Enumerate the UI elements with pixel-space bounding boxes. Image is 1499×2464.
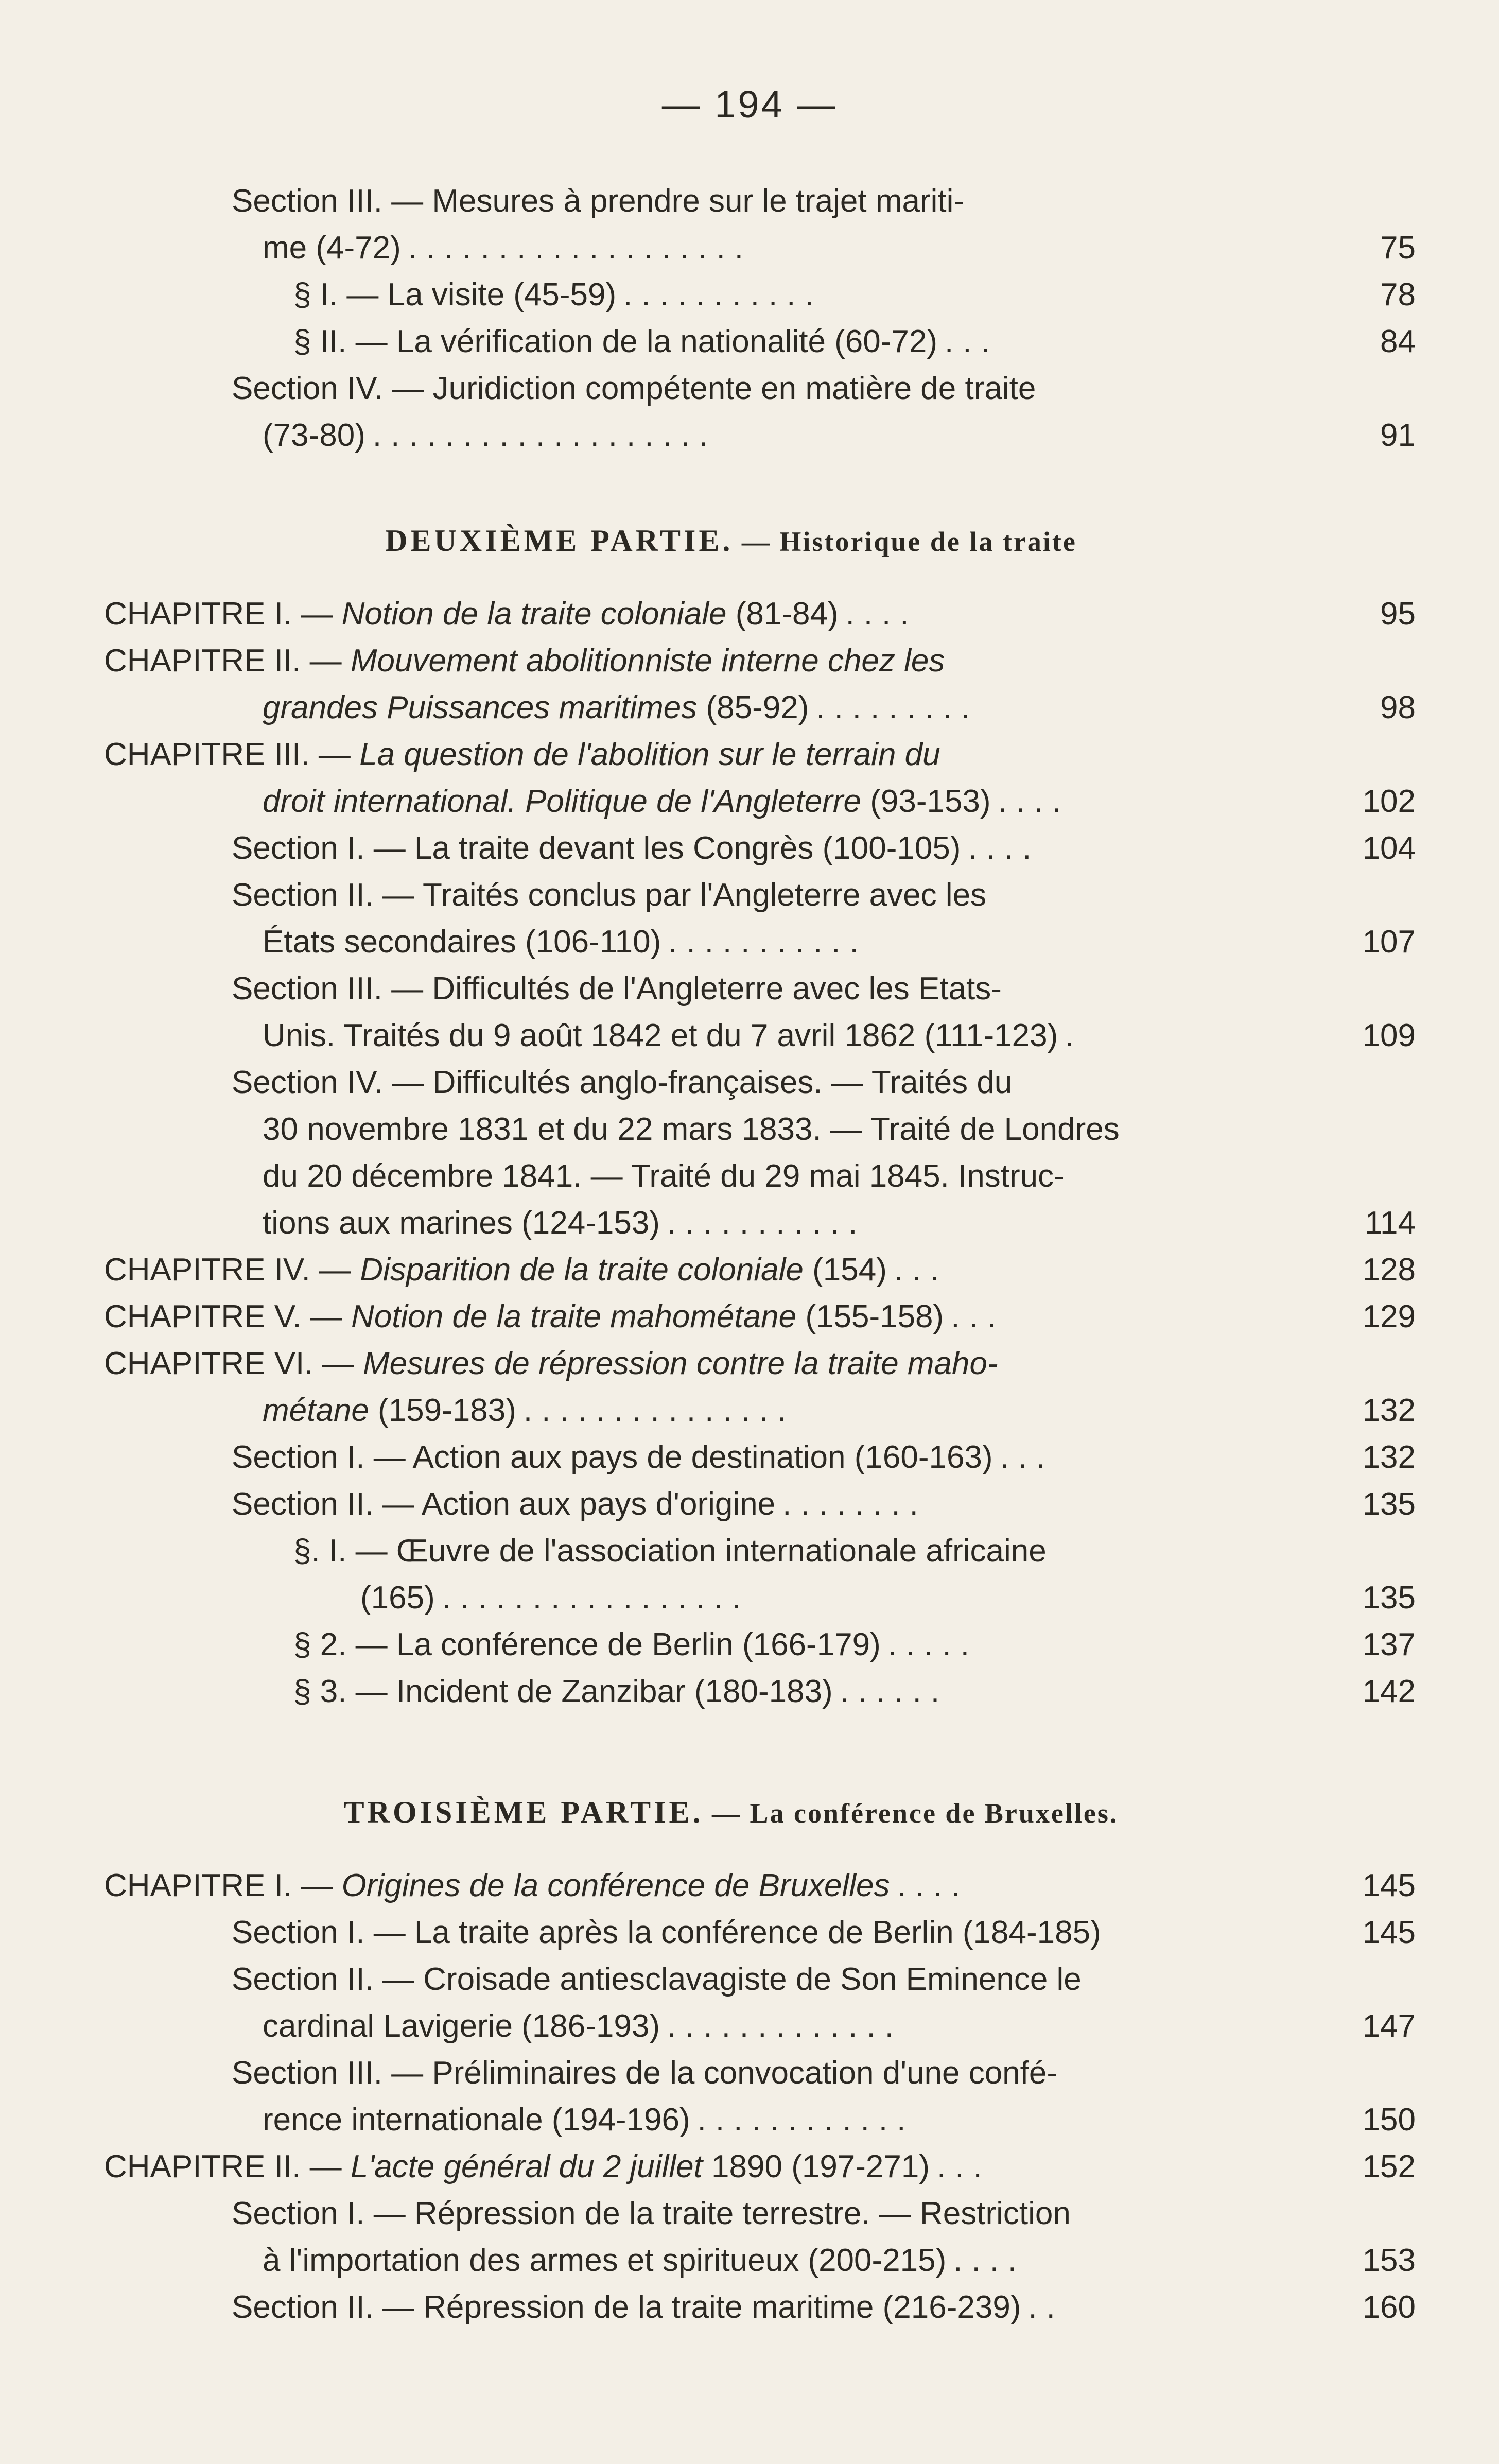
toc-entry bbox=[77, 965, 1416, 1059]
chapter-label: CHAPITRE I. — bbox=[104, 1868, 342, 1903]
toc-entry-line: Section I. — La traite après la conférence de Berlin (184-185) bbox=[232, 1915, 1101, 1950]
entry-range: 1890 (197-271) bbox=[702, 2149, 930, 2184]
toc-entry-line: Section III. — Mesures à prendre sur le trajet mariti- bbox=[232, 183, 965, 219]
part-subtitle: Historique de la traite bbox=[779, 526, 1077, 557]
chapter-label: CHAPITRE III. — bbox=[104, 737, 360, 772]
page-reference: 114 bbox=[1365, 1205, 1416, 1241]
toc-entry-line: États secondaires (106-110) ........... bbox=[263, 924, 868, 960]
page-reference: 104 bbox=[1362, 830, 1416, 866]
toc-entry-line bbox=[77, 1246, 1416, 1293]
page-reference: 109 bbox=[1362, 1018, 1416, 1053]
toc-entry-line: Section IV. — Difficultés anglo-françaises. — Traités du bbox=[232, 1065, 1013, 1100]
toc-entry bbox=[77, 1909, 1416, 1956]
toc-entry bbox=[77, 1862, 1416, 1909]
toc-entry bbox=[77, 825, 1416, 872]
toc-entry bbox=[77, 1246, 1416, 1293]
page-reference: 98 bbox=[1380, 690, 1416, 725]
toc-entry-line bbox=[77, 1340, 1416, 1387]
leader-dots: ........... bbox=[623, 277, 823, 313]
toc-entry bbox=[77, 1528, 1416, 1621]
page-reference: 129 bbox=[1362, 1299, 1416, 1334]
leader-dots: ............. bbox=[667, 2008, 903, 2044]
leader-dots: .... bbox=[953, 2243, 1026, 2278]
page-reference: 91 bbox=[1380, 418, 1416, 453]
entry-range: (154) bbox=[803, 1252, 887, 1288]
toc-entry bbox=[77, 731, 1416, 825]
entry-range: (93-153) bbox=[861, 784, 991, 819]
toc-entry bbox=[77, 178, 1416, 271]
toc-entry bbox=[77, 637, 1416, 731]
leader-dots: ... bbox=[894, 1252, 949, 1288]
leader-dots: ................. bbox=[442, 1580, 751, 1616]
leader-dots: ........... bbox=[667, 1205, 867, 1241]
page-reference: 145 bbox=[1362, 1915, 1416, 1950]
toc-entry bbox=[77, 1340, 1416, 1434]
page-reference: 132 bbox=[1362, 1439, 1416, 1475]
toc-entry-line bbox=[77, 637, 1416, 684]
leader-dots: ........... bbox=[668, 924, 868, 960]
page-reference: 128 bbox=[1362, 1252, 1416, 1288]
leader-dots: ... bbox=[945, 324, 999, 359]
toc-entry-line: tions aux marines (124-153) ........... bbox=[263, 1205, 867, 1241]
toc-entry-line: § II. — La vérification de la nationalité (60-72) ... bbox=[293, 324, 999, 359]
toc-entry bbox=[77, 1621, 1416, 1668]
part-dash: — bbox=[703, 1798, 750, 1829]
page-reference: 75 bbox=[1380, 230, 1416, 266]
toc-entry-line: rence internationale (194-196) ............ bbox=[263, 2102, 915, 2138]
toc-entry bbox=[77, 2050, 1416, 2143]
toc-entry-line bbox=[77, 1862, 1416, 1909]
toc-entry-line: Section II. — Action aux pays d'origine ........ bbox=[232, 1486, 928, 1522]
page-reference: 107 bbox=[1362, 924, 1416, 960]
toc-entry-line: me (4-72) ................... bbox=[263, 230, 753, 266]
chapter-label: CHAPITRE II. — bbox=[104, 643, 351, 679]
toc-entry-line: §. I. — Œuvre de l'association internationale africaine bbox=[293, 1533, 1047, 1569]
toc-entry-line: du 20 décembre 1841. — Traité du 29 mai 1845. Instruc- bbox=[263, 1158, 1065, 1194]
toc-entry bbox=[77, 1481, 1416, 1528]
chapter-title: Notion de la traite mahométane bbox=[351, 1299, 797, 1334]
toc-entry bbox=[77, 318, 1416, 365]
toc-entry-line bbox=[77, 731, 1416, 778]
toc-entry-line: Section IV. — Juridiction compétente en matière de traite bbox=[232, 371, 1036, 406]
chapter-title: L'acte général du 2 juillet bbox=[350, 2149, 703, 2184]
toc-entry-line: 30 novembre 1831 et du 22 mars 1833. — Traité de Londres bbox=[263, 1112, 1120, 1147]
leader-dots: ... bbox=[1000, 1439, 1055, 1475]
toc-entry-line bbox=[77, 684, 1416, 731]
page-reference: 142 bbox=[1362, 1674, 1416, 1709]
chapter-label: CHAPITRE I. — bbox=[104, 596, 342, 632]
page-reference: 150 bbox=[1362, 2102, 1416, 2138]
chapter-title: La question de l'abolition sur le terrain du bbox=[359, 737, 940, 772]
leader-dots: ............ bbox=[697, 2102, 915, 2138]
leader-dots: ................... bbox=[372, 418, 718, 453]
chapter-title: Origines de la conférence de Bruxelles bbox=[341, 1868, 890, 1903]
toc-entry-line: § I. — La visite (45-59) ........... bbox=[293, 277, 823, 313]
page-number: — 194 — bbox=[661, 83, 838, 126]
toc-entry-line: § 3. — Incident de Zanzibar (180-183) ...... bbox=[293, 1674, 949, 1709]
page-reference: 147 bbox=[1362, 2008, 1416, 2044]
toc-entry bbox=[77, 2143, 1416, 2190]
leader-dots: .... bbox=[845, 596, 918, 632]
chapter-title: Mouvement abolitionniste interne chez les bbox=[350, 643, 945, 679]
toc-entry-line bbox=[77, 2143, 1416, 2190]
toc-entry-line bbox=[77, 1387, 1416, 1434]
page-reference: 145 bbox=[1362, 1868, 1416, 1903]
toc-section-top bbox=[77, 178, 1416, 459]
toc-entry-line: Section II. — Répression de la traite maritime (216-239) .. bbox=[232, 2289, 1065, 2325]
page-reference: 137 bbox=[1362, 1627, 1416, 1662]
toc-entry bbox=[77, 591, 1416, 637]
toc-entry-line: Section III. — Préliminaires de la convocation d'une confé- bbox=[232, 2055, 1058, 2091]
page-reference: 152 bbox=[1362, 2149, 1416, 2184]
leader-dots: ..... bbox=[887, 1627, 979, 1662]
toc-entry-line: Section II. — Croisade antiesclavagiste de Son Eminence le bbox=[232, 1962, 1082, 1997]
toc-entry-line bbox=[77, 778, 1416, 825]
page-reference: 95 bbox=[1380, 596, 1416, 632]
chapter-title: métane bbox=[263, 1393, 369, 1428]
chapter-title: grandes Puissances maritimes bbox=[263, 690, 698, 725]
toc-entry-line: § 2. — La conférence de Berlin (166-179) ..... bbox=[293, 1627, 979, 1662]
toc-entry bbox=[77, 271, 1416, 318]
page-reference: 135 bbox=[1362, 1486, 1416, 1522]
leader-dots: .... bbox=[968, 830, 1041, 866]
page-reference: 153 bbox=[1362, 2243, 1416, 2278]
toc-entry-line: Section I. — La traite devant les Congrès (100-105) .... bbox=[232, 830, 1041, 866]
leader-dots: ... bbox=[951, 1299, 1005, 1334]
page-reference: 78 bbox=[1380, 277, 1416, 313]
chapter-title: Disparition de la traite coloniale bbox=[360, 1252, 804, 1288]
entry-range: (81-84) bbox=[726, 596, 839, 632]
toc-entry-line: à l'importation des armes et spiritueux (200-215) .... bbox=[263, 2243, 1026, 2278]
toc-entry bbox=[77, 1668, 1416, 1715]
toc-entry bbox=[77, 365, 1416, 459]
leader-dots: ............... bbox=[523, 1393, 796, 1428]
page-reference: 135 bbox=[1362, 1580, 1416, 1616]
toc-section-middle bbox=[77, 591, 1416, 1715]
part-dash: — bbox=[733, 526, 780, 557]
page-reference: 132 bbox=[1362, 1393, 1416, 1428]
leader-dots: .. bbox=[1028, 2289, 1065, 2325]
toc-entry bbox=[77, 1956, 1416, 2050]
toc-entry-line bbox=[77, 591, 1416, 637]
toc-section-bottom bbox=[77, 1862, 1416, 2331]
chapter-label: CHAPITRE II. — bbox=[104, 2149, 351, 2184]
toc-entry-line: Unis. Traités du 9 août 1842 et du 7 avril 1862 (111-123) . bbox=[263, 1018, 1084, 1053]
chapter-label: CHAPITRE VI. — bbox=[104, 1346, 363, 1381]
toc-entry bbox=[77, 2284, 1416, 2331]
page-reference: 160 bbox=[1362, 2289, 1416, 2325]
table-of-contents bbox=[77, 178, 1416, 2331]
toc-entry-line: cardinal Lavigerie (186-193) ............. bbox=[263, 2008, 903, 2044]
toc-entry-line bbox=[77, 1293, 1416, 1340]
toc-entry-line: Section I. — Répression de la traite terrestre. — Restriction bbox=[232, 2196, 1071, 2231]
toc-entry-line: (165) ................. bbox=[360, 1580, 751, 1616]
leader-dots: ... bbox=[937, 2149, 991, 2184]
toc-entry bbox=[77, 872, 1416, 965]
chapter-title: Notion de la traite coloniale bbox=[341, 596, 727, 632]
toc-entry bbox=[77, 2190, 1416, 2284]
leader-dots: ................... bbox=[408, 230, 753, 266]
leader-dots: ...... bbox=[840, 1674, 949, 1709]
toc-entry-line: (73-80) ................... bbox=[263, 418, 718, 453]
toc-entry bbox=[77, 1434, 1416, 1481]
chapter-label: CHAPITRE V. — bbox=[104, 1299, 352, 1334]
part-label: DEUXIÈME PARTIE. bbox=[385, 524, 734, 558]
chapter-label: CHAPITRE IV. — bbox=[104, 1252, 360, 1288]
leader-dots: ........ bbox=[782, 1486, 928, 1522]
entry-range: (159-183) bbox=[369, 1393, 516, 1428]
part-heading-deuxieme bbox=[77, 523, 1416, 559]
chapter-title: droit international. Politique de l'Angleterre bbox=[263, 784, 861, 819]
page-reference: 102 bbox=[1362, 784, 1416, 819]
part-label: TROISIÈME PARTIE. bbox=[343, 1795, 704, 1829]
leader-dots: .... bbox=[897, 1868, 970, 1903]
page-reference: 84 bbox=[1380, 324, 1416, 359]
leader-dots: ......... bbox=[816, 690, 980, 725]
chapter-title: Mesures de répression contre la traite maho- bbox=[362, 1346, 998, 1381]
part-subtitle: La conférence de Bruxelles. bbox=[749, 1798, 1119, 1829]
leader-dots: .... bbox=[998, 784, 1071, 819]
leader-dots: . bbox=[1065, 1018, 1084, 1053]
entry-range: (85-92) bbox=[697, 690, 809, 725]
toc-entry bbox=[77, 1293, 1416, 1340]
toc-entry-line: Section I. — Action aux pays de destination (160-163) ... bbox=[232, 1439, 1055, 1475]
part-heading-troisieme bbox=[77, 1795, 1416, 1830]
toc-entry-line: Section III. — Difficultés de l'Angleterre avec les Etats- bbox=[232, 971, 1002, 1007]
toc-entry-line: Section II. — Traités conclus par l'Angleterre avec les bbox=[232, 877, 987, 913]
entry-range: (155-158) bbox=[796, 1299, 944, 1334]
toc-entry bbox=[77, 1059, 1416, 1246]
